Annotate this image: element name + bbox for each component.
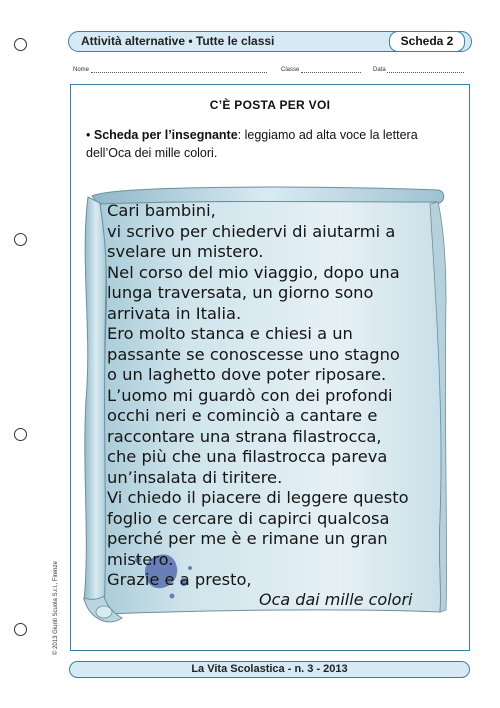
class-label: Classe xyxy=(281,67,300,73)
letter-line: o un laghetto dove poter riposare. xyxy=(107,365,387,384)
letter-signature: Oca dai mille colori xyxy=(259,590,413,609)
letter-line: mistero. xyxy=(107,549,174,569)
letter-line: Ero molto stanca e chiesi a un xyxy=(107,324,353,343)
letter-line: passante se conoscesse uno stagno xyxy=(107,344,400,364)
letter-line: Vi chiedo il piacere di leggere questo xyxy=(107,488,409,507)
letter-line: svelare un mistero. xyxy=(107,242,264,261)
letter-line: raccontare una strana filastrocca, xyxy=(107,426,382,446)
letter-body xyxy=(107,201,427,591)
letter-line: lunga traversata, un giorno sono xyxy=(107,283,374,302)
footer-bar: La Vita Scolastica - n. 3 - 2013 xyxy=(69,661,470,678)
header-title: Attività alternative • Tutte le classi xyxy=(81,34,275,48)
letter-line: L’uomo mi guardò con dei profondi xyxy=(107,385,393,405)
letter-line: occhi neri e cominciò a cantare e xyxy=(107,406,378,425)
scheda-tab: Scheda 2 xyxy=(389,31,465,52)
letter-line: che più che una filastrocca pareva xyxy=(107,447,388,466)
letter-line: Cari bambini, xyxy=(107,201,216,220)
letter-line: Nel corso del mio viaggio, dopo una xyxy=(107,262,400,282)
letter-line: arrivata in Italia. xyxy=(107,303,242,323)
sheet-title: C’È POSTA PER VOI xyxy=(209,98,331,112)
letter-line: un’insalata di tiritere. xyxy=(107,467,283,487)
letter-line: vi scrivo per chiedervi di aiutarmi a xyxy=(107,221,396,241)
instruction-bold: Scheda per l’insegnante xyxy=(93,128,238,142)
instruction-bullet: • xyxy=(86,128,91,142)
copyright-notice: © 2013 Giunti Scuola S.r.l., Firenze xyxy=(53,561,59,655)
date-label: Data xyxy=(373,67,386,73)
name-label: Nome xyxy=(73,67,90,73)
letter-line: Grazie e a presto, xyxy=(107,570,252,589)
letter-line: foglio e cercare di capirci qualcosa xyxy=(107,508,390,528)
instruction-text: : leggiamo ad alta voce la lettera dell’Oca dei mille colori. xyxy=(86,128,418,160)
letter-line: perché per me è e rimane un gran xyxy=(107,529,388,548)
